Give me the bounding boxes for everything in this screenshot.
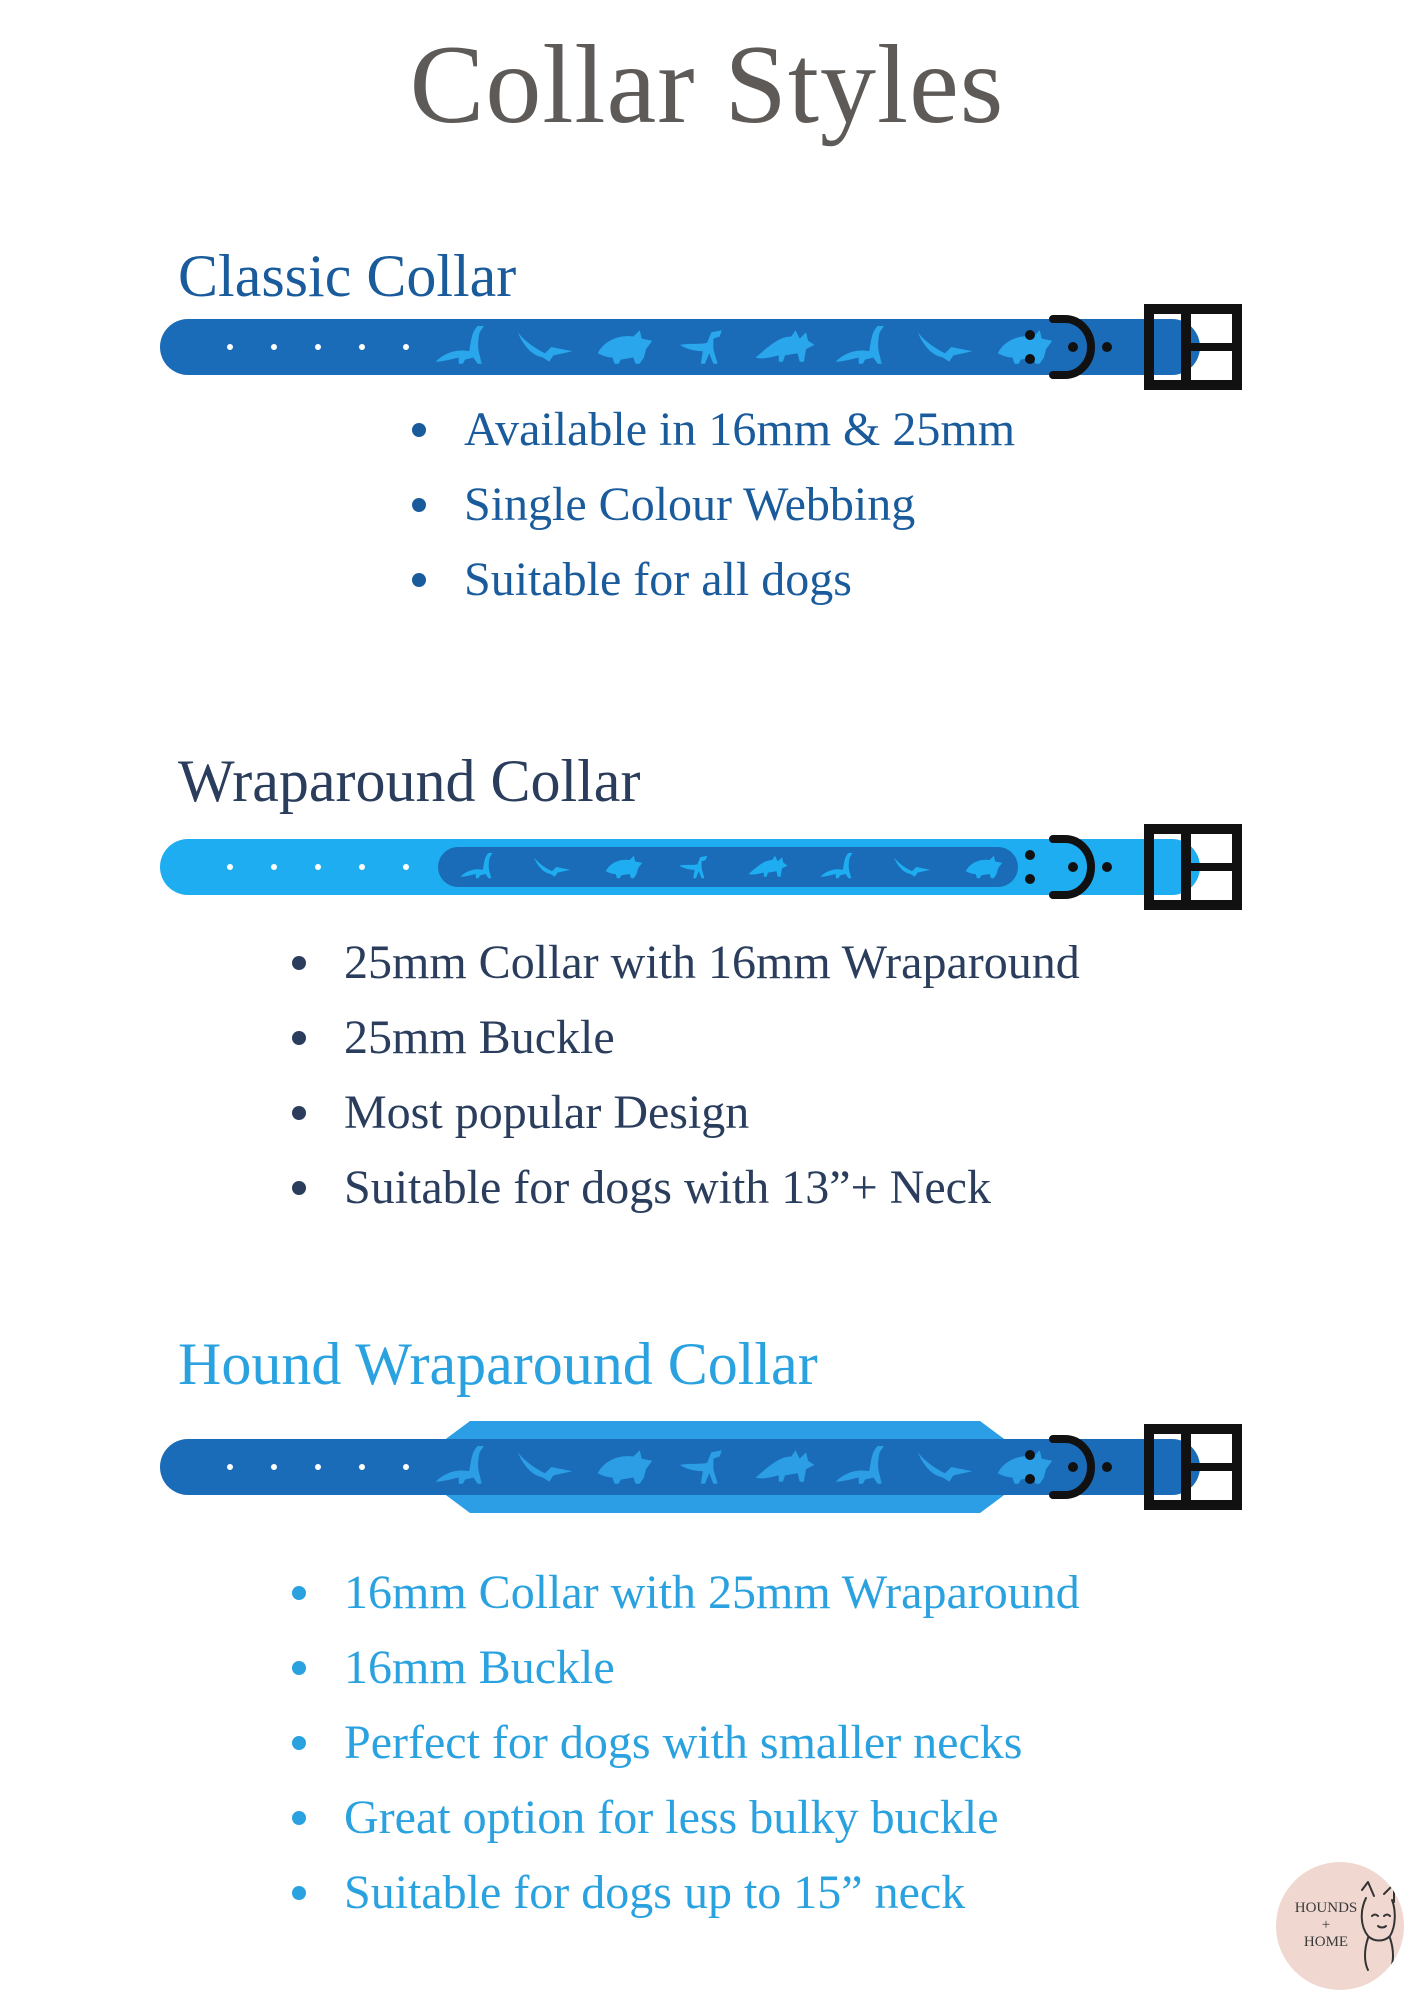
stitch-dot [1025,354,1035,364]
stitch-dot [1068,862,1078,872]
feature-item: 25mm Buckle [292,1000,1080,1075]
feature-item: Available in 16mm & 25mm [412,392,1015,467]
strap-hole [227,1464,233,1470]
strap-hole [403,344,409,350]
wraparound-band [438,847,1018,887]
feature-item: 16mm Collar with 25mm Wraparound [292,1555,1080,1630]
logo-text: HOUNDS + HOME [1294,1900,1358,1950]
feature-item: Suitable for dogs up to 15” neck [292,1855,1080,1930]
strap-hole [315,344,321,350]
strap-hole [227,864,233,870]
strap-hole [271,344,277,350]
strap-hole [359,864,365,870]
stitch-dot [1025,1450,1035,1460]
feature-item: Suitable for dogs with 13”+ Neck [292,1150,1080,1225]
stitch-dot [1068,1462,1078,1472]
classic-collar-heading: Classic Collar [178,243,517,309]
feature-item: Suitable for all dogs [412,542,1015,617]
french-bulldog-icon [1354,1880,1400,1972]
stitch-dot [1025,874,1035,884]
stitch-dot [1102,862,1112,872]
feature-item: Great option for less bulky buckle [292,1780,1080,1855]
strap-hole [359,344,365,350]
stitch-dot [1025,1474,1035,1484]
stitch-dot [1068,342,1078,352]
strap-hole [271,864,277,870]
strap-hole [403,864,409,870]
stitch-dot [1025,850,1035,860]
stitch-dot [1102,1462,1112,1472]
classic-collar-features [412,392,1015,617]
strap-hole [403,1464,409,1470]
feature-item: Single Colour Webbing [412,467,1015,542]
feature-item: Perfect for dogs with smaller necks [292,1705,1080,1780]
strap-hole [271,1464,277,1470]
hound-wraparound-collar-illustration [160,1412,1260,1522]
feature-item: 25mm Collar with 16mm Wraparound [292,925,1080,1000]
strap-hole [227,344,233,350]
page-title: Collar Styles [409,23,1005,147]
wraparound-collar-illustration [160,812,1260,922]
stitch-dot [1102,342,1112,352]
wraparound-collar-features [292,925,1080,1225]
hound-wraparound-collar-features [292,1555,1080,1930]
stitch-dot [1025,330,1035,340]
classic-collar-illustration [160,292,1260,402]
hounds-home-logo [1276,1862,1404,1990]
strap-hole [315,1464,321,1470]
feature-item: 16mm Buckle [292,1630,1080,1705]
feature-item: Most popular Design [292,1075,1080,1150]
strap-hole [315,864,321,870]
wraparound-collar-heading: Wraparound Collar [178,748,641,814]
strap-hole [359,1464,365,1470]
hound-wraparound-collar-heading: Hound Wraparound Collar [178,1331,818,1397]
